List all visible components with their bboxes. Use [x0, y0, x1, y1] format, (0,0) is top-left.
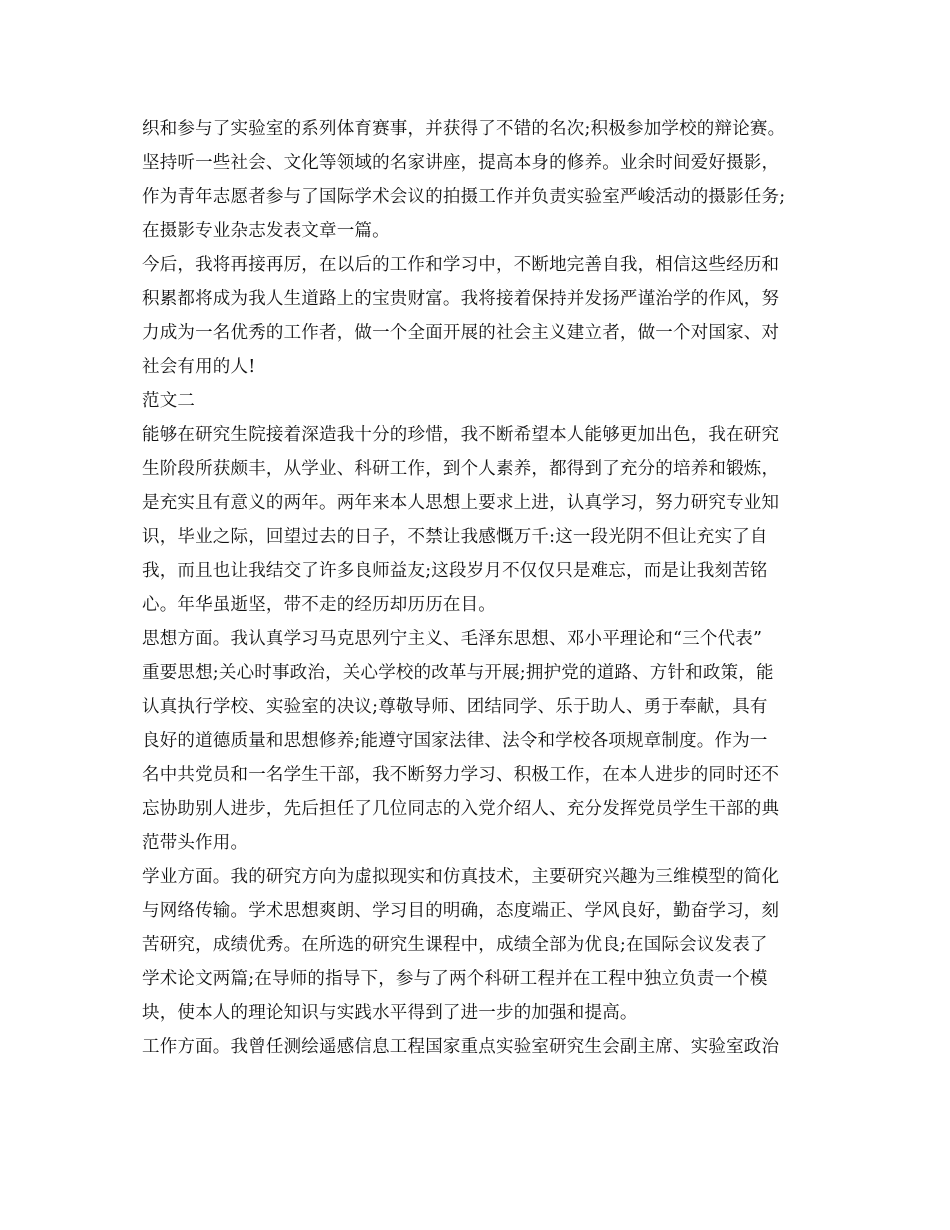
document-body [142, 112, 822, 1064]
text-line: 积累都将成为我人生道路上的宝贵财富。我将接着保持并发扬严谨治学的作风，努 [142, 289, 780, 309]
text-line: 坚持听一些社会、文化等领域的名家讲座，提高本身的修养。业余时间爱好摄影， [142, 153, 780, 173]
section-heading: 范文二 [142, 391, 196, 411]
text-line: 块，使本人的理论知识与实践水平得到了进一步的加强和提高。 [142, 1003, 638, 1023]
text-line: 与网络传输。学术思想爽朗、学习目的明确，态度端正、学风良好，勤奋学习，刻 [142, 901, 780, 921]
text-line: 识，毕业之际，回望过去的日子，不禁让我感慨万千:这一段光阴不但让充实了自 [142, 527, 768, 547]
text-line: 我，而且也让我结交了许多良师益友;这段岁月不仅仅只是难忘，而是让我刻苦铭 [142, 561, 768, 581]
text-line: 社会有用的人! [142, 357, 256, 377]
text-line: 良好的道德质量和思想修养;能遵守国家法律、法令和学校各项规章制度。作为一 [142, 731, 768, 751]
text-line: 作为青年志愿者参与了国际学术会议的拍摄工作并负责实验室严峻活动的摄影任务; [142, 187, 786, 207]
text-line: 思想方面。我认真学习马克思列宁主义、毛泽东思想、邓小平理论和“三个代表” [142, 629, 763, 649]
text-line: 生阶段所获颇丰，从学业、科研工作，到个人素养，都得到了充分的培养和锻炼， [142, 459, 780, 479]
text-line: 重要思想;关心时事政治，关心学校的改革与开展;拥护党的道路、方针和政策，能 [142, 663, 774, 683]
text-line: 认真执行学校、实验室的决议;尊敬导师、团结同学、乐于助人、勇于奉献，具有 [142, 697, 768, 717]
text-line: 力成为一名优秀的工作者，做一个全面开展的社会主义建立者，做一个对国家、对 [142, 323, 780, 343]
text-line: 范带头作用。 [142, 833, 249, 853]
text-line: 今后，我将再接再厉，在以后的工作和学习中，不断地完善自我，相信这些经历和 [142, 255, 780, 275]
text-line: 忘协助别人进步，先后担任了几位同志的入党介绍人、充分发挥党员学生干部的典 [142, 799, 780, 819]
text-line: 学术论文两篇;在导师的指导下，参与了两个科研工程并在工程中独立负责一个模 [142, 969, 768, 989]
text-line: 工作方面。我曾任测绘遥感信息工程国家重点实验室研究生会副主席、实验室政治 [142, 1037, 780, 1057]
text-line: 织和参与了实验室的系列体育赛事，并获得了不错的名次;积极参加学校的辩论赛。 [142, 119, 786, 139]
text-line: 能够在研究生院接着深造我十分的珍惜，我不断希望本人能够更加出色，我在研究 [142, 425, 780, 445]
text-line: 苦研究，成绩优秀。在所选的研究生课程中，成绩全部为优良;在国际会议发表了 [142, 935, 768, 955]
text-line: 心。年华虽逝坚，带不走的经历却历历在目。 [142, 595, 496, 615]
text-line: 在摄影专业杂志发表文章一篇。 [142, 221, 390, 241]
text-line: 名中共党员和一名学生干部，我不断努力学习、积极工作，在本人进步的同时还不 [142, 765, 780, 785]
text-line: 学业方面。我的研究方向为虚拟现实和仿真技术，主要研究兴趣为三维模型的简化 [142, 867, 780, 887]
text-line: 是充实且有意义的两年。两年来本人思想上要求上进，认真学习，努力研究专业知 [142, 493, 780, 513]
